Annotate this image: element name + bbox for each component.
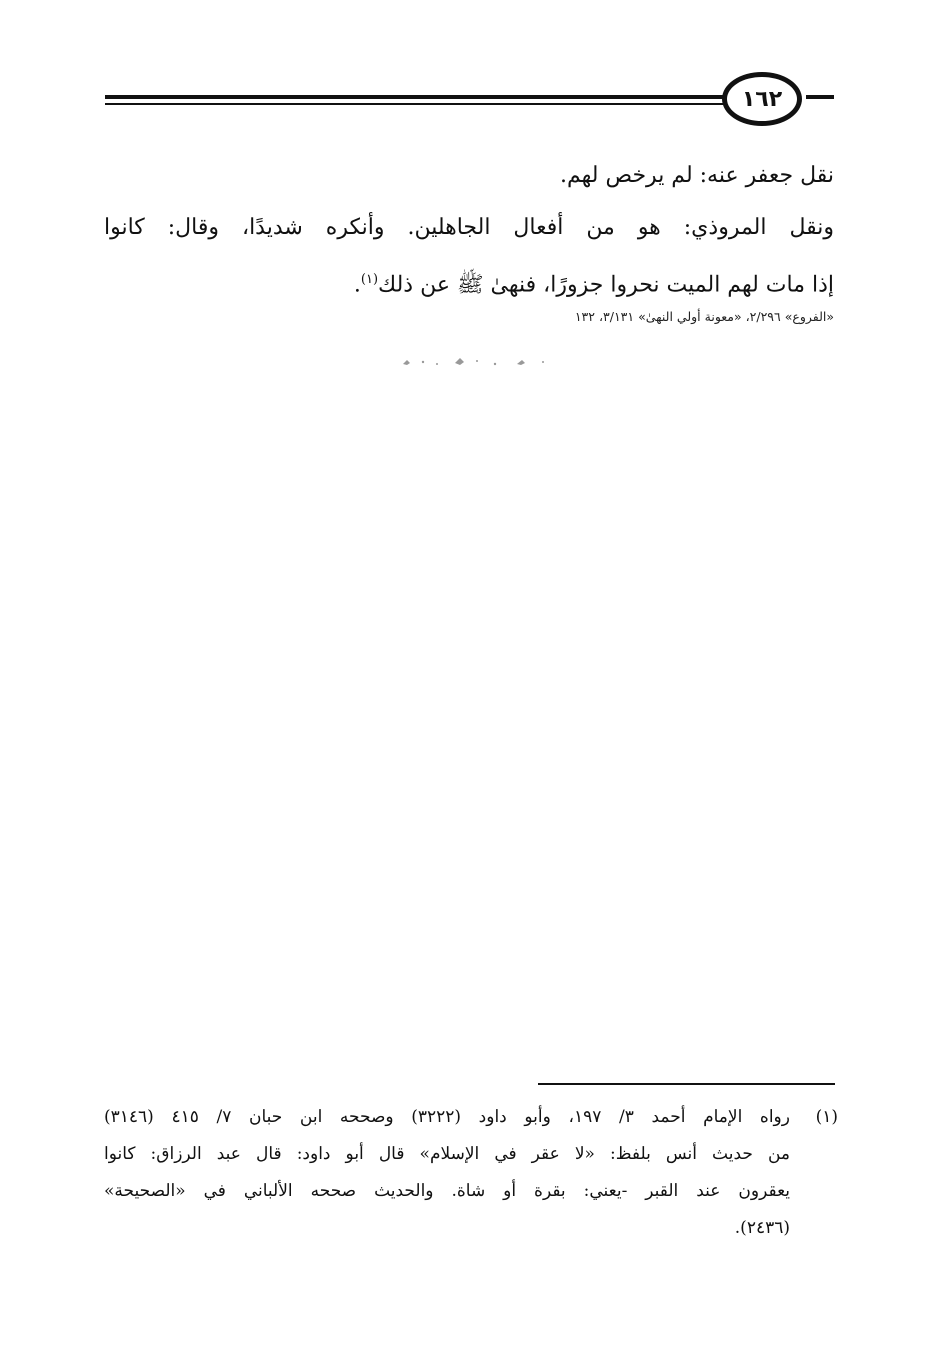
header-rule-thick	[105, 95, 727, 99]
header-rule-right	[806, 95, 834, 99]
page-number-badge	[722, 72, 802, 126]
footnote-line-4: (٢٤٣٦).	[734, 1218, 790, 1238]
body-line-3-end: .	[353, 272, 361, 298]
source-citation: «الفروع» ٢/٢٩٦، «معونة أولي النهىٰ» ٣/١٣١، ١٣٢	[574, 309, 834, 324]
header-rule-thin	[105, 103, 727, 105]
footnote-marker: (١)	[815, 1107, 838, 1127]
footnote-line-3: يعقرون عند القبر -يعني: بقرة أو شاة. والحديث صححه الألباني في «الصحيحة»	[104, 1181, 790, 1201]
separator-ornament	[395, 352, 555, 372]
footnote-separator	[538, 1083, 835, 1085]
footnote-reference: (١)	[360, 272, 379, 287]
page-header	[0, 0, 935, 140]
page-number: ١٦٢	[741, 86, 783, 112]
body-line-2: ونقل المروذي: هو من أفعال الجاهلين. وأنكره شديدًا، وقال: كانوا	[104, 215, 834, 240]
footnote-line-2: من حديث أنس بلفظ: «لا عقر في الإسلام» قال أبو داود: قال عبد الرزاق: كانوا	[104, 1144, 790, 1164]
body-line-3-text: إذا مات لهم الميت نحروا جزورًا، فنهىٰ ﷺ عن ذلك	[378, 272, 834, 298]
body-line-1: نقل جعفر عنه: لم يرخص لهم.	[560, 163, 834, 188]
footnote-line-1: رواه الإمام أحمد ٣/ ١٩٧، وأبو داود (٣٢٢٢) وصححه ابن حبان ٧/ ٤١٥ (٣١٤٦)	[104, 1107, 790, 1127]
